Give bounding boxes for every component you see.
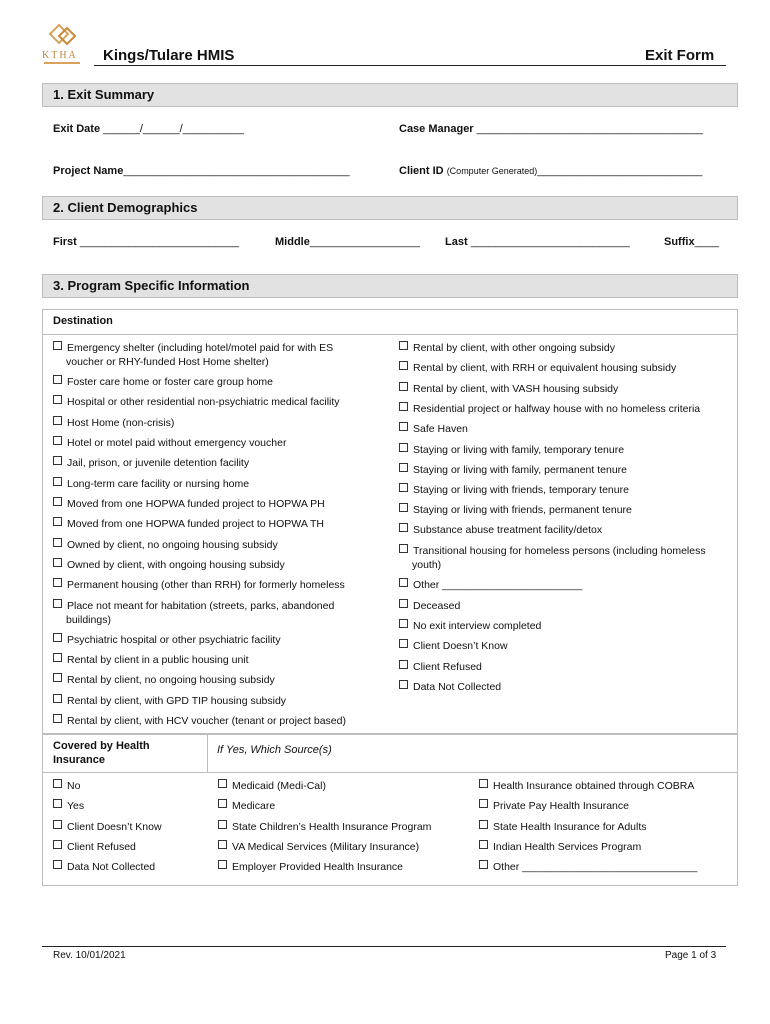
covered-by-health-label: Covered by Health Insurance <box>53 740 150 766</box>
checkbox[interactable] <box>218 799 227 808</box>
last-name-field[interactable]: Last __________________________ <box>445 236 630 248</box>
destination-heading-row <box>43 310 737 335</box>
checkbox[interactable] <box>53 341 62 350</box>
option-item[interactable] <box>53 538 278 552</box>
checkbox[interactable] <box>53 633 62 642</box>
option-item[interactable] <box>218 860 403 874</box>
option-item[interactable] <box>53 477 249 491</box>
checkbox[interactable] <box>53 860 62 869</box>
option-label: Data Not Collected <box>413 681 502 693</box>
option-label: Rental by client, with GPD TIP housing subsidy <box>67 695 287 707</box>
option-label: youth) <box>412 559 442 571</box>
checkbox[interactable] <box>399 361 408 370</box>
option-label: Health Insurance obtained through COBRA <box>493 780 695 792</box>
option-item[interactable] <box>399 503 632 517</box>
checkbox[interactable] <box>399 463 408 472</box>
checkbox[interactable] <box>399 660 408 669</box>
checkbox[interactable] <box>53 578 62 587</box>
option-item[interactable] <box>53 578 345 592</box>
option-label: Hotel or motel paid without emergency voucher <box>67 437 287 449</box>
option-label: Substance abuse treatment facility/detox <box>413 524 603 536</box>
option-label: Other ________________________ <box>413 579 583 591</box>
option-item[interactable] <box>479 799 629 813</box>
checkbox[interactable] <box>399 341 408 350</box>
checkbox[interactable] <box>53 477 62 486</box>
option-label: Data Not Collected <box>67 861 156 873</box>
destination-heading: Destination <box>53 315 113 327</box>
option-label: Rental by client, with VASH housing subsidy <box>413 383 619 395</box>
option-label: Moved from one HOPWA funded project to HOPWA PH <box>67 498 325 510</box>
page-number: Page 1 of 3 <box>665 950 717 961</box>
option-label: Rental by client, no ongoing housing subsidy <box>67 674 275 686</box>
option-label: Indian Health Services Program <box>493 841 642 853</box>
which-source-label: If Yes, Which Source(s) <box>217 744 332 756</box>
option-item[interactable] <box>53 799 84 813</box>
option-label: Transitional housing for homeless persons (including homeless <box>413 545 706 557</box>
option-item[interactable] <box>479 820 647 834</box>
option-item[interactable] <box>399 402 700 416</box>
option-label: Staying or living with family, permanent tenure <box>413 464 627 476</box>
checkbox[interactable] <box>399 422 408 431</box>
option-label: Staying or living with friends, permanent tenure <box>413 504 632 516</box>
checkbox[interactable] <box>399 544 408 553</box>
option-label: Host Home (non-crisis) <box>67 417 175 429</box>
option-item[interactable] <box>53 633 281 647</box>
checkbox[interactable] <box>399 578 408 587</box>
checkbox[interactable] <box>53 714 62 723</box>
option-label: Hospital or other residential non-psychiatric medical facility <box>67 396 340 408</box>
revision-date: Rev. 10/01/2021 <box>53 950 126 961</box>
option-item[interactable] <box>399 463 627 477</box>
option-label: Client Refused <box>413 661 482 673</box>
option-label: State Health Insurance for Adults <box>493 821 647 833</box>
checkbox[interactable] <box>399 443 408 452</box>
option-item[interactable] <box>53 599 334 613</box>
option-item[interactable] <box>479 860 697 874</box>
option-label: No exit interview completed <box>413 620 542 632</box>
checkbox[interactable] <box>399 599 408 608</box>
section-program-specific: 3. Program Specific Information <box>42 274 738 298</box>
option-item[interactable] <box>399 544 706 558</box>
checkbox[interactable] <box>53 673 62 682</box>
checkbox[interactable] <box>218 840 227 849</box>
option-item[interactable] <box>399 443 624 457</box>
checkbox[interactable] <box>399 483 408 492</box>
option-item[interactable] <box>53 779 80 793</box>
option-item[interactable] <box>399 382 618 396</box>
checkbox[interactable] <box>399 402 408 411</box>
option-label: Owned by client, with ongoing housing subsidy <box>67 559 285 571</box>
checkbox[interactable] <box>53 558 62 567</box>
option-item[interactable] <box>218 820 431 834</box>
option-label: No <box>67 780 81 792</box>
option-label: Staying or living with friends, temporary tenure <box>413 484 629 496</box>
checkbox[interactable] <box>53 694 62 703</box>
option-item[interactable] <box>399 639 508 653</box>
checkbox[interactable] <box>479 840 488 849</box>
header-rule <box>94 65 726 66</box>
option-label: Foster care home or foster care group home <box>67 376 274 388</box>
checkbox[interactable] <box>53 599 62 608</box>
option-item[interactable] <box>53 820 162 834</box>
suffix-field[interactable]: Suffix____ <box>664 236 720 248</box>
option-label: Rental by client, with other ongoing subsidy <box>413 342 615 354</box>
checkbox[interactable] <box>53 820 62 829</box>
option-item[interactable] <box>399 341 615 355</box>
checkbox[interactable] <box>479 779 488 788</box>
option-label: Residential project or halfway house with no homeless criteria <box>413 403 701 415</box>
option-label: Client Doesn’t Know <box>67 821 162 833</box>
checkbox[interactable] <box>53 497 62 506</box>
checkbox[interactable] <box>53 456 62 465</box>
checkbox[interactable] <box>399 680 408 689</box>
option-item[interactable] <box>218 779 326 793</box>
option-label: Owned by client, no ongoing housing subsidy <box>67 539 278 551</box>
option-continuation <box>66 355 269 369</box>
option-label: Employer Provided Health Insurance <box>232 861 404 873</box>
option-item[interactable] <box>399 483 629 497</box>
option-item[interactable] <box>53 416 174 430</box>
checkbox[interactable] <box>399 619 408 628</box>
checkbox[interactable] <box>53 375 62 384</box>
option-continuation <box>412 558 441 572</box>
option-label: Rental by client in a public housing unit <box>67 654 249 666</box>
option-item[interactable] <box>399 523 602 537</box>
option-item[interactable] <box>218 799 275 813</box>
option-item[interactable] <box>218 840 419 854</box>
option-item[interactable] <box>399 619 541 633</box>
option-item[interactable] <box>399 680 501 694</box>
option-label: buildings) <box>66 614 111 626</box>
option-label: Rental by client, with RRH or equivalent housing subsidy <box>413 362 677 374</box>
option-item[interactable] <box>53 436 286 450</box>
checkbox[interactable] <box>53 538 62 547</box>
option-label: State Children’s Health Insurance Program <box>232 821 432 833</box>
checkbox[interactable] <box>53 416 62 425</box>
option-item[interactable] <box>53 840 136 854</box>
checkbox[interactable] <box>218 820 227 829</box>
checkbox[interactable] <box>399 523 408 532</box>
option-item[interactable] <box>399 599 460 613</box>
option-label: Jail, prison, or juvenile detention facility <box>67 457 250 469</box>
client-id-field[interactable]: Client ID (Computer Generated)___________________________ <box>399 165 703 177</box>
option-label: VA Medical Services (Military Insurance) <box>232 841 420 853</box>
checkbox[interactable] <box>53 840 62 849</box>
option-item[interactable] <box>479 840 641 854</box>
option-label: Moved from one HOPWA funded project to HOPWA TH <box>67 518 324 530</box>
checkbox[interactable] <box>479 799 488 808</box>
option-item[interactable] <box>399 422 468 436</box>
middle-name-field[interactable]: Middle__________________ <box>275 236 420 248</box>
logo-text: KTHA <box>42 50 78 61</box>
insurance-col-divider <box>207 735 208 773</box>
ktha-logo <box>42 22 84 68</box>
form-name: Exit Form <box>645 47 715 64</box>
option-label: voucher or RHY-funded Host Home shelter) <box>66 356 269 368</box>
option-item[interactable] <box>399 660 482 674</box>
option-item[interactable] <box>399 361 676 375</box>
option-label: Permanent housing (other than RRH) for formerly homeless <box>67 579 345 591</box>
option-label: Rental by client, with HCV voucher (tenant or project based) <box>67 715 346 727</box>
option-label: Private Pay Health Insurance <box>493 800 629 812</box>
first-name-field[interactable]: First __________________________ <box>53 236 239 248</box>
option-item[interactable] <box>53 714 346 728</box>
checkbox[interactable] <box>218 860 227 869</box>
case-manager-field[interactable]: Case Manager _____________________________________ <box>399 123 704 135</box>
checkbox[interactable] <box>479 820 488 829</box>
exit-date-field[interactable]: Exit Date ______/______/__________ <box>53 123 244 135</box>
option-item[interactable] <box>53 395 340 409</box>
option-label: Long-term care facility or nursing home <box>67 478 250 490</box>
option-item[interactable] <box>53 497 325 511</box>
checkbox[interactable] <box>53 799 62 808</box>
checkbox[interactable] <box>53 436 62 445</box>
option-label: Medicaid (Medi-Cal) <box>232 780 326 792</box>
option-label: Yes <box>67 800 85 812</box>
option-label: Client Doesn’t Know <box>413 640 508 652</box>
option-item[interactable] <box>53 375 273 389</box>
option-label: Deceased <box>413 600 461 612</box>
option-item[interactable] <box>479 779 694 793</box>
option-item[interactable] <box>53 456 249 470</box>
checkbox[interactable] <box>218 779 227 788</box>
checkbox[interactable] <box>399 382 408 391</box>
option-item[interactable] <box>53 517 324 531</box>
project-name-field[interactable]: Project Name_____________________________________ <box>53 165 350 177</box>
section-exit-summary: 1. Exit Summary <box>42 83 738 107</box>
checkbox[interactable] <box>53 653 62 662</box>
checkbox[interactable] <box>53 779 62 788</box>
logo-tagline <box>44 62 80 64</box>
option-item[interactable] <box>53 694 286 708</box>
section-client-demographics: 2. Client Demographics <box>42 196 738 220</box>
logo-diamond-icon <box>42 22 84 52</box>
option-item[interactable] <box>53 558 285 572</box>
checkbox[interactable] <box>399 639 408 648</box>
option-label: Medicare <box>232 800 276 812</box>
checkbox[interactable] <box>53 517 62 526</box>
option-label: Other ______________________________ <box>493 861 698 873</box>
checkbox[interactable] <box>479 860 488 869</box>
option-label: Staying or living with family, temporary tenure <box>413 444 625 456</box>
option-item[interactable] <box>53 860 155 874</box>
hmis-title: Kings/Tulare HMIS <box>103 47 235 64</box>
option-item[interactable] <box>53 341 333 355</box>
checkbox[interactable] <box>53 395 62 404</box>
option-item[interactable] <box>53 673 275 687</box>
option-label: Psychiatric hospital or other psychiatric facility <box>67 634 281 646</box>
option-item[interactable] <box>53 653 249 667</box>
option-item[interactable] <box>399 578 582 592</box>
option-label: Client Refused <box>67 841 136 853</box>
option-label: Place not meant for habitation (streets, parks, abandoned <box>67 600 335 612</box>
option-label: Safe Haven <box>413 423 468 435</box>
option-label: Emergency shelter (including hotel/motel paid for with ES <box>67 342 334 354</box>
option-continuation <box>66 613 111 627</box>
checkbox[interactable] <box>399 503 408 512</box>
footer-rule <box>42 946 726 947</box>
